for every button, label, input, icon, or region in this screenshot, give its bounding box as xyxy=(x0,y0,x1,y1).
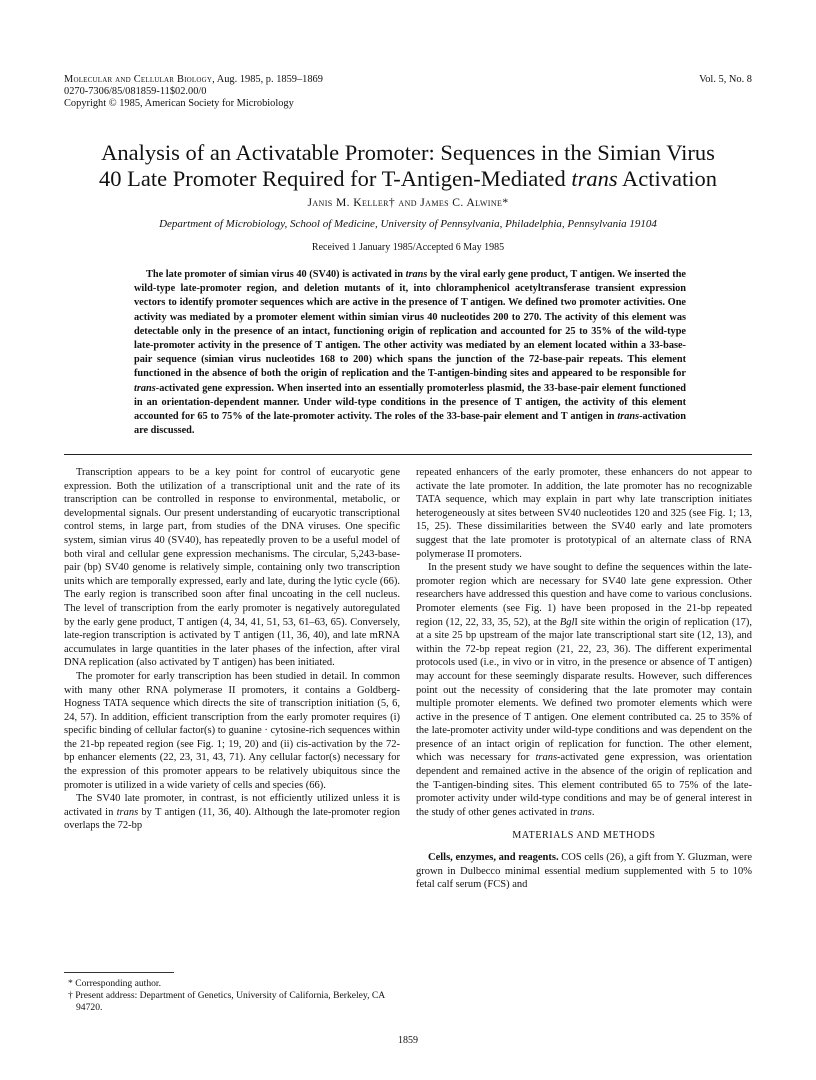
author-list xyxy=(40,196,776,209)
abstract-text-1: The late promoter of simian virus 40 (SV40) is activated in xyxy=(146,269,406,280)
article-title xyxy=(40,140,776,192)
received-dates: Received 1 January 1985/Accepted 6 May 1985 xyxy=(311,242,505,253)
intro-p4-part-c: -activated gene expression, was orientation dependent and remained active in the absence of the origin of replication and the T-antigen-binding sites. This element contributed 65 to 75% of the late-promoter activity under wild-type conditions and may be of general interest in the study of other genes activated in xyxy=(416,752,753,818)
journal-issue: , Aug. 1985, p. 1859–1869 xyxy=(212,74,323,85)
journal-code: 0270-7306/85/081859-11$02.00/0 xyxy=(64,86,207,98)
journal-header xyxy=(64,74,323,111)
methods-p1-text: COS cells (26), a gift from Y. Gluzman, were grown in Dulbecco minimal essential medium supplemented with 5 to 10% fetal calf serum (FCS) and xyxy=(416,852,752,891)
intro-paragraph-3 xyxy=(64,792,400,833)
abstract-divider xyxy=(64,454,752,455)
title-line-2-start: 40 Late Promoter Required for T-Antigen-Mediated xyxy=(98,166,572,191)
section-heading-methods: MATERIALS AND METHODS xyxy=(512,830,656,842)
title-line-2 xyxy=(40,166,776,192)
volume-number: Vol. 5, No. 8 xyxy=(699,74,752,85)
footnotes xyxy=(64,978,400,1014)
methods-runin-heading: Cells, enzymes, and reagents. xyxy=(428,852,559,864)
affiliation: Department of Microbiology, School of Medicine, University of Pennsylvania, Philadelphia, Pennsylvania 19104 xyxy=(159,218,657,230)
intro-paragraph-2: The promoter for early transcription has been studied in detail. In common with many other RNA polymerase II promoters, it contains a Goldberg-Hogness TATA sequence which directs the site of transcription initiation (5, 6, 24, 57). In addition, efficient transcription from the early promoter requires (i) specific binding of cellular factor(s) to guanine · cytosine-rich sequences within the 21-bp repeated region (see Fig. 1; 19, 20) and (ii) cis-activation by the 72-bp enhancer elements (22, 23, 31, 43, 71). Any cellular factor(s) necessary for the expression of this promoter appears to be relatively ubiquitous since the promoter is utilized in a wide variety of cells and species (66). xyxy=(64,670,400,791)
author-and: and xyxy=(395,196,421,209)
intro-paragraph-1: Transcription appears to be a key point for control of eucaryotic gene expression. Both the utilization of a transcriptional unit and the rate of its transcription can be controlled in response to environmental, metabolic, or developmental signals. Our present understanding of eucaryotic transcriptional control stems, in large part, from studies of the DNA viruses. One specific system, simian virus 40 (SV40), has repeatedly proven to be a useful model of both viral and cellular gene expression mechanisms. The circular, 5,243-base-pair (bp) SV40 genome is relatively simple, containing only two transcription units which are temporally expressed, early and late, during the lytic cycle (66). The early region is transcribed soon after final uncoating in the cell nucleus. The level of transcription from the early promoter is negatively autoregulated by the early gene product, T antigen (4, 34, 41, 51, 53, 61–63, 65). Conversely, late-region transcription is activated by T antigen (11, 36, 40), and late mRNA accumulates in large quantities in the later phases of the infection, after viral DNA replication (also activated by T antigen) has been initiated. xyxy=(64,467,400,669)
abstract xyxy=(134,268,686,438)
page-number: 1859 xyxy=(398,1035,418,1046)
abstract-text-4: -activation are discussed. xyxy=(134,411,686,437)
footnote-corresponding: * Corresponding author. xyxy=(68,978,161,989)
intro-p3-italic: trans xyxy=(116,806,139,818)
abstract-italic-1: trans xyxy=(405,269,428,280)
title-line-2-end: Activation xyxy=(617,166,718,191)
intro-p4-part-a: In the present study we have sought to define the sequences within the late-promoter region which are necessary for SV40 late gene expression. Other researchers have addressed this question and have come to various conclusions. Promoter elements (see Fig. 1) have been proposed in the 21-bp repeated region (12, 22, 33, 35, 52), at the xyxy=(416,562,752,628)
journal-citation xyxy=(64,74,323,86)
intro-p3-start: The SV40 late promoter, in contrast, is not efficiently utilized unless it is activated in xyxy=(64,793,400,818)
intro-p4-bgl: Bgl xyxy=(559,616,575,628)
author-keller: Janis M. Keller† xyxy=(307,196,396,209)
methods-paragraph-1 xyxy=(416,851,752,892)
intro-paragraph-4 xyxy=(416,561,752,819)
intro-p4-part-d: . xyxy=(591,806,595,818)
abstract-italic-3: trans xyxy=(617,411,640,423)
intro-p3-end: by T antigen (11, 36, 40). Although the late-promoter region overlaps the 72-bp xyxy=(64,806,400,832)
footnote-divider xyxy=(64,972,174,973)
abstract-text-2: by the viral early gene product, T antigen. We inserted the wild-type late-promoter region, and deletion mutants of it, into chloramphenicol acetyltransferase transient expression vectors to identify promoter sequences which are active in the presence of T antigen. We defined two promoter activities. One activity was mediated by a promoter element within simian virus 40 nucleotides 200 to 270. The activity of this element was detectable only in the presence of an intact, functioning origin of replication and accounted for 25 to 35% of the wild-type late-promoter activity in the presence of T antigen. The other activity was mediated by an element located within a 33-base-pair sequence (simian virus nucleotides 168 to 200) which spans the junction of the 72-base-pair repeats. This element functioned in the absence of both the origin of replication and the T-antigen-binding sites and appeared to be responsible for xyxy=(134,269,686,380)
author-alwine: James C. Alwine* xyxy=(420,196,509,209)
title-line-1: Analysis of an Activatable Promoter: Sequences in the Simian Virus xyxy=(101,140,715,165)
intro-p4-trans-2: trans xyxy=(570,806,592,818)
abstract-text-3: -activated gene expression. When inserted into an essentially promoterless plasmid, the 33-base-pair element functioned in an orientation-dependent manner. Under wild-type conditions in the presence of T antigen, the activity of this element accounted for 65 to 75% of the late-promoter activity. The roles of the 33-base-pair element and T antigen in xyxy=(134,382,686,423)
abstract-italic-2: trans xyxy=(134,382,156,394)
body-column-right xyxy=(416,466,752,892)
title-italic-trans: trans xyxy=(571,166,618,191)
intro-p4-trans-1: trans xyxy=(535,752,558,764)
footnote-present-address: † Present address: Department of Genetics, University of California, Berkeley, CA 94720. xyxy=(68,990,385,1013)
body-column-left xyxy=(64,466,400,833)
intro-p4-part-b: I site within the origin of replication (17), at a site 25 bp upstream of the major late transcriptional start site (12, 13), and within the 72-bp repeat region (21, 22, 23, 36). The different experimental protocols used (i.e., in vivo or in vitro, in the presence or absence of T antigen) may account for these seemingly disparate results. However, such differences point out the necessity of considering that the late promoter may contain multiple promoter elements. We defined two promoter elements which were active in the presence of T antigen. One element contributed ca. 25 to 35% of the late-promoter activity under wild-type conditions and was dependent on the presence of an intact origin of replication for function. The other element, which was necessary for xyxy=(416,616,752,764)
intro-paragraph-3-cont: repeated enhancers of the early promoter, these enhancers do not appear to activate the late promoter. In addition, the late promoter has no recognizable TATA sequence, which may explain in part why late transcription initiates heterogeneously at sites between SV40 nucleotides 120 and 325 (see Fig. 1; 13, 15, 25). These dissimilarities between the SV40 early and late promoters suggest that the late promoter is prototypical of an alternate class of RNA polymerase II promoters. xyxy=(416,467,752,560)
journal-name: Molecular and Cellular Biology xyxy=(64,74,213,85)
journal-copyright: Copyright © 1985, American Society for Microbiology xyxy=(64,98,294,110)
